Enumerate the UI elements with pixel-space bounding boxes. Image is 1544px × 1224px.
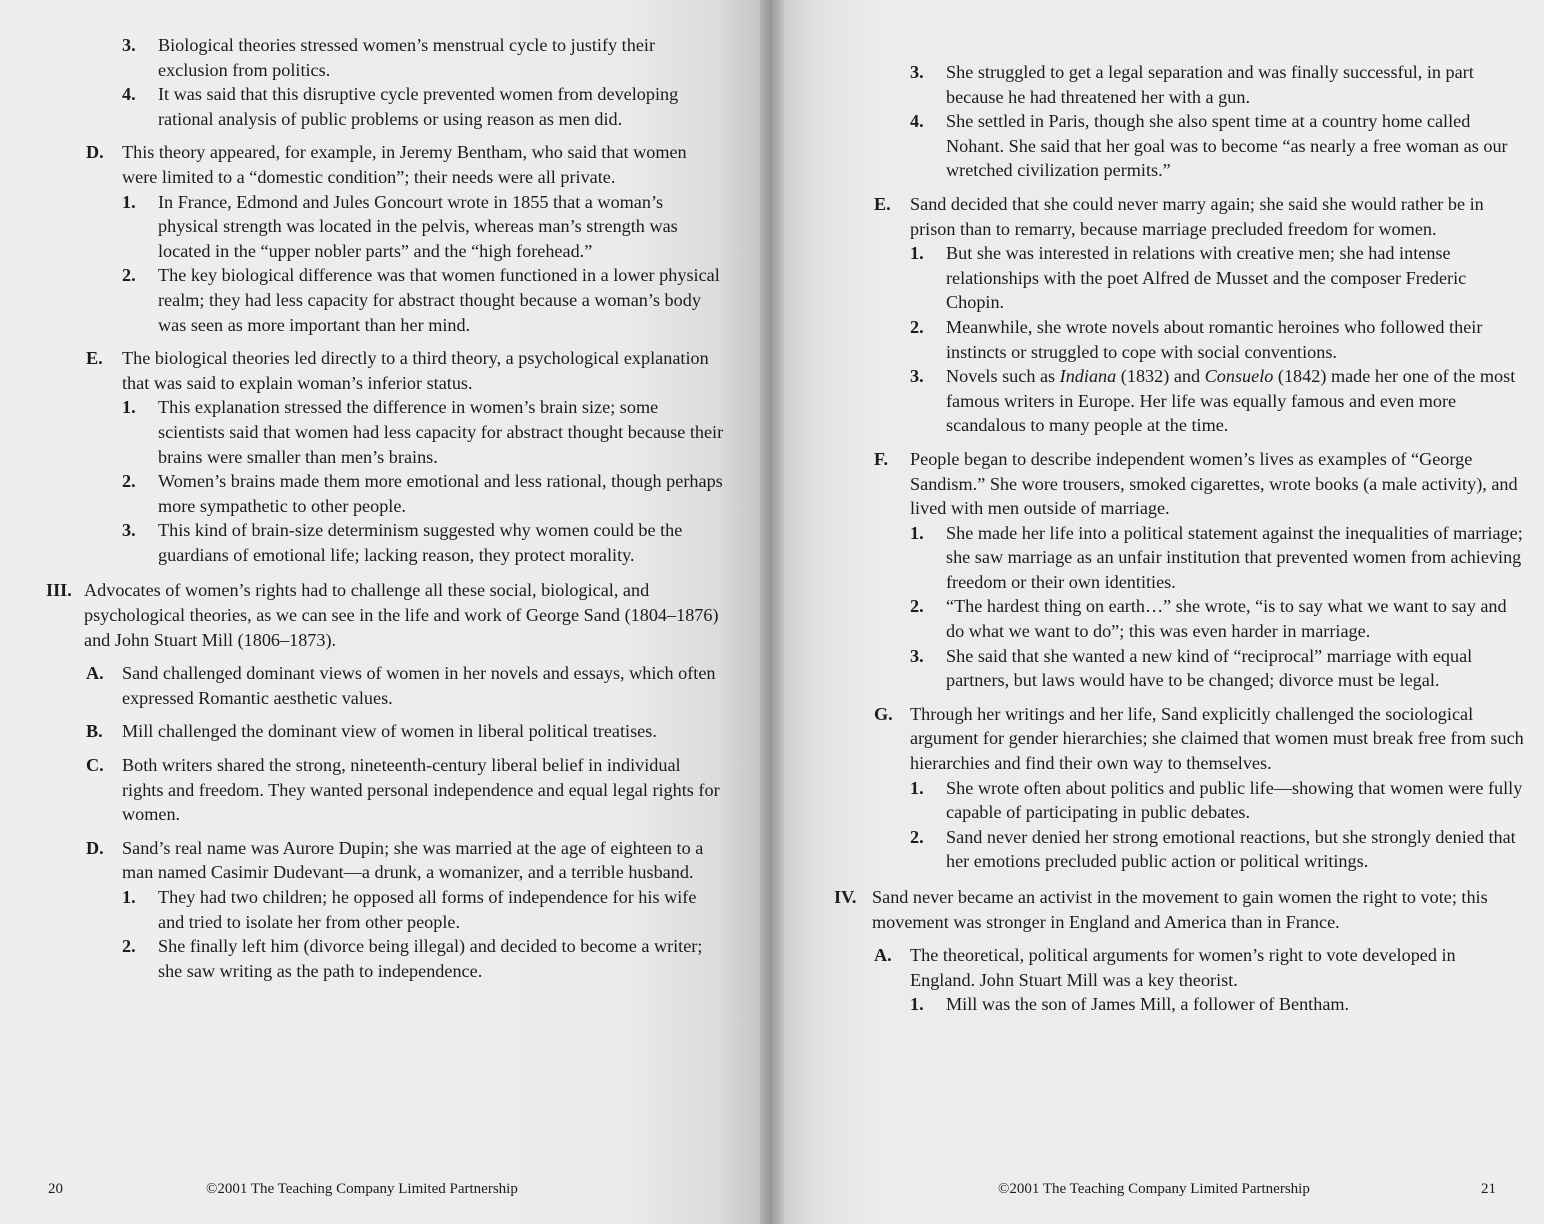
outline-text: Novels such as Indiana (1832) and Consuelo (1842) made her one of the most famous writers in Europe. Her life was equally famous and even more scandalous to many people at the time. <box>946 366 1516 436</box>
outline-text: She wrote often about politics and public life—showing that women were fully capable of participating in public debates. <box>946 777 1523 823</box>
outline-text: “The hardest thing on earth…” she wrote, “is to say what we want to say and do what we want to do”; this was even harder in marriage. <box>946 596 1507 642</box>
outline-text: Through her writings and her life, Sand explicitly challenged the sociological argument for gender hierarchies; she claimed that women must break free from such hierarchies and find their own way to themselves. <box>910 703 1524 774</box>
outline-label: D. <box>86 142 104 163</box>
outline-item <box>46 719 726 744</box>
outline-item <box>834 315 1524 364</box>
book-gutter <box>760 0 784 1224</box>
outline-text: She struggled to get a legal separation and was finally successful, in part because he had threatened her with a gun. <box>946 62 1474 107</box>
outline-item <box>834 109 1524 183</box>
outline-text: Sand’s real name was Aurore Dupin; she was married at the age of eighteen to a man named Casimir Dudevant—a drunk, a womanizer, and a terrible husband. <box>122 837 704 883</box>
outline-item <box>834 192 1524 241</box>
outline-text: Meanwhile, she wrote novels about romantic heroines who followed their instincts or struggled to cope with social conventions. <box>946 316 1483 362</box>
outline-item <box>834 776 1524 825</box>
outline-label: F. <box>874 448 888 469</box>
outline-item <box>46 346 726 395</box>
outline-text: They had two children; he opposed all forms of independence for his wife and tried to isolate her from other people. <box>158 887 697 932</box>
outline-text: But she was interested in relations with creative men; she had intense relationships with the poet Alfred de Musset and the composer Frederic Chopin. <box>946 243 1467 313</box>
outline-label: 2. <box>122 936 136 957</box>
outline-item <box>834 241 1524 315</box>
outline-item <box>834 644 1524 693</box>
outline-text: The theoretical, political arguments for women’s right to vote developed in England. John Stuart Mill was a key theorist. <box>910 945 1456 990</box>
outline-item <box>46 753 726 827</box>
left-page-outline <box>46 33 726 983</box>
outline-label: 3. <box>910 645 924 666</box>
outline-text: The key biological difference was that women functioned in a lower physical realm; they had less capacity for abstract thought because a woman’s body was seen as more important than her mind. <box>158 265 720 335</box>
outline-text: Mill was the son of James Mill, a follower of Bentham. <box>946 994 1350 1015</box>
outline-item <box>46 578 726 652</box>
outline-label: G. <box>874 703 893 724</box>
outline-item <box>46 885 726 934</box>
outline-text: She finally left him (divorce being illegal) and decided to become a writer; she saw writing as the path to independence. <box>158 936 703 981</box>
outline-item <box>834 364 1524 438</box>
outline-item <box>834 885 1524 934</box>
outline-label: IV. <box>834 887 857 907</box>
outline-item <box>834 594 1524 643</box>
outline-label: III. <box>46 580 72 601</box>
outline-label: 1. <box>910 777 924 798</box>
outline-label: D. <box>86 837 104 858</box>
outline-item <box>834 447 1524 521</box>
outline-text: She made her life into a political statement against the inequalities of marriage; she saw marriage as an unfair institution that prevented women from achieving freedom or their own identities. <box>946 522 1523 592</box>
outline-text: She settled in Paris, though she also spent time at a country home called Nohant. She said that her goal was to become “as nearly a free woman as our wretched civilization permits.” <box>946 111 1508 181</box>
outline-text: The biological theories led directly to a third theory, a psychological explanation that was said to explain woman’s inferior status. <box>122 348 709 393</box>
outline-text: Sand never became an activist in the movement to gain women the right to vote; this movement was stronger in England and America than in France. <box>872 887 1488 932</box>
outline-item <box>46 518 726 567</box>
outline-label: 1. <box>122 887 136 907</box>
outline-label: 1. <box>122 191 136 212</box>
outline-label: 4. <box>910 111 924 132</box>
outline-item <box>834 60 1524 109</box>
outline-item <box>834 992 1524 1017</box>
outline-label: 1. <box>910 994 924 1015</box>
outline-item <box>46 395 726 469</box>
outline-item <box>46 836 726 885</box>
outline-text: In France, Edmond and Jules Goncourt wrote in 1855 that a woman’s physical strength was located in the pelvis, whereas man’s strength was located in the “upper nobler parts” and the “high forehead.” <box>158 191 678 261</box>
outline-label: 3. <box>122 520 136 541</box>
outline-text: It was said that this disruptive cycle prevented women from developing rational analysis of public problems or using reason as men did. <box>158 84 679 129</box>
outline-text: This kind of brain-size determinism suggested why women could be the guardians of emotional life; lacking reason, they protect morality. <box>158 520 683 565</box>
outline-item <box>46 82 726 131</box>
outline-label: C. <box>86 755 104 776</box>
right-page-outline <box>834 60 1524 1017</box>
outline-text: Women’s brains made them more emotional and less rational, though perhaps more sympathetic to other people. <box>158 471 723 516</box>
outline-label: 1. <box>910 522 924 543</box>
outline-label: 2. <box>910 316 924 337</box>
outline-label: A. <box>86 663 104 684</box>
outline-item <box>834 702 1524 776</box>
outline-item <box>46 661 726 710</box>
outline-item <box>46 33 726 82</box>
outline-label: 2. <box>122 471 136 492</box>
page-number-right: 21 <box>1481 1181 1496 1197</box>
copyright-right: ©2001 The Teaching Company Limited Partnership <box>998 1181 1310 1197</box>
outline-item <box>834 521 1524 595</box>
outline-label: 3. <box>910 366 924 387</box>
outline-label: 2. <box>122 265 136 286</box>
outline-item <box>834 825 1524 874</box>
outline-text: Both writers shared the strong, nineteenth-century liberal belief in individual rights and freedom. They wanted personal independence and equal legal rights for women. <box>122 755 720 825</box>
outline-text: Mill challenged the dominant view of women in liberal political treatises. <box>122 721 657 742</box>
outline-text: Sand decided that she could never marry again; she said she would rather be in prison than to remarry, because marriage precluded freedom for women. <box>910 193 1484 239</box>
outline-item <box>46 263 726 337</box>
outline-text: Sand never denied her strong emotional reactions, but she strongly denied that her emotions precluded public action or political writings. <box>946 826 1516 872</box>
outline-label: 2. <box>910 826 924 847</box>
outline-text: Biological theories stressed women’s menstrual cycle to justify their exclusion from politics. <box>158 35 656 80</box>
outline-label: 2. <box>910 596 924 617</box>
outline-label: 4. <box>122 84 136 105</box>
outline-label: E. <box>874 193 891 214</box>
outline-item <box>834 943 1524 992</box>
outline-label: 3. <box>122 35 136 55</box>
outline-item <box>46 140 726 189</box>
outline-item <box>46 469 726 518</box>
outline-item <box>46 934 726 983</box>
outline-text: People began to describe independent women’s lives as examples of “George Sandism.” She wore trousers, smoked cigarettes, wrote books (a male activity), and lived with men outside of marriage. <box>910 448 1518 519</box>
outline-item <box>46 190 726 264</box>
outline-text: Sand challenged dominant views of women in her novels and essays, which often expressed Romantic aesthetic values. <box>122 663 716 708</box>
outline-text: This explanation stressed the difference in women’s brain size; some scientists said that women had less capacity for abstract thought because their brains were smaller than men’s brains. <box>158 397 724 467</box>
outline-label: 3. <box>910 62 924 82</box>
page-number-left: 20 <box>48 1181 63 1197</box>
outline-text: She said that she wanted a new kind of “reciprocal” marriage with equal partners, but laws would have to be changed; divorce must be legal. <box>946 645 1473 691</box>
outline-text: Advocates of women’s rights had to challenge all these social, biological, and psychological theories, as we can see in the life and work of George Sand (1804–1876) and John Stuart Mill (1806–1873). <box>84 580 719 650</box>
outline-label: 1. <box>122 397 136 418</box>
copyright-left: ©2001 The Teaching Company Limited Partnership <box>206 1181 518 1197</box>
outline-label: A. <box>874 945 892 966</box>
right-page <box>772 0 1544 1224</box>
outline-label: E. <box>86 348 103 369</box>
outline-text: This theory appeared, for example, in Jeremy Bentham, who said that women were limited to a “domestic condition”; their needs were all private. <box>122 142 687 187</box>
outline-label: 1. <box>910 243 924 264</box>
outline-label: B. <box>86 721 103 742</box>
